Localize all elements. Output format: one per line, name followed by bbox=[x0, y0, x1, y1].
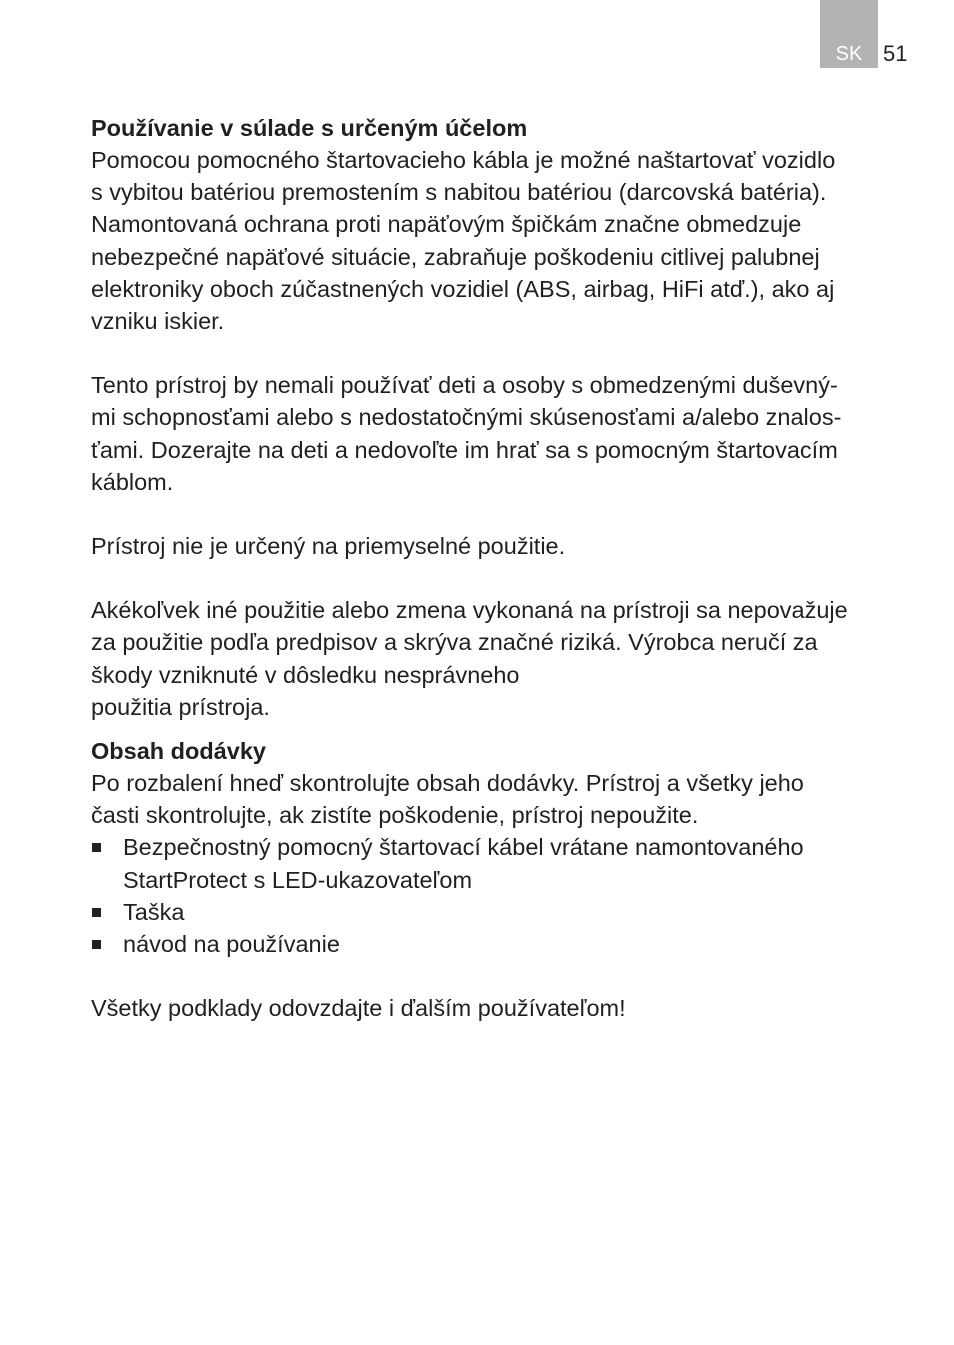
language-code: SK bbox=[835, 43, 863, 65]
text-line: s vybitou batériou premostením s nabitou batériou (darcovská batéria). bbox=[91, 179, 827, 206]
text-line: Tento prístroj by nemali používať deti a osoby s obmedzenými duševný- bbox=[91, 372, 838, 399]
text-line: mi schopnosťami alebo s nedostatočnými skúsenosťami a/alebo znalos- bbox=[91, 404, 842, 431]
text-line: Namontovaná ochrana proti napäťovým špičkám značne obmedzuje bbox=[91, 211, 802, 238]
text-line: použitia prístroja. bbox=[91, 693, 270, 720]
text-line: Taška bbox=[123, 898, 185, 925]
square-bullet-icon bbox=[92, 908, 101, 917]
text-line: Po rozbalení hneď skontrolujte obsah dodávky. Prístroj a všetky jeho bbox=[91, 770, 804, 797]
usage-heading: Používanie v súlade s určeným účelom bbox=[91, 115, 528, 141]
text-line: StartProtect s LED-ukazovateľom bbox=[123, 866, 473, 893]
closing-note: Všetky podklady odovzdajte i ďalším používateľom! bbox=[91, 995, 626, 1022]
text-line: za použitie podľa predpisov a skrýva značné riziká. Výrobca neručí za bbox=[91, 629, 818, 656]
contents-intro bbox=[91, 767, 921, 831]
text-line: elektroniky oboch zúčastnených vozidiel (ABS, airbag, HiFi atď.), ako aj bbox=[91, 275, 835, 302]
paragraph-gap bbox=[91, 960, 921, 992]
section-gap bbox=[91, 723, 921, 735]
text-line: Bezpečnostný pomocný štartovací kábel vrátane namontovaného bbox=[123, 834, 804, 861]
paragraph-gap bbox=[91, 498, 921, 530]
list-item bbox=[91, 928, 921, 960]
paragraph-gap bbox=[91, 337, 921, 369]
usage-paragraph-2 bbox=[91, 369, 921, 498]
page-number: 51 bbox=[883, 41, 908, 66]
text-line: vzniku iskier. bbox=[91, 308, 225, 335]
list-item bbox=[91, 896, 921, 928]
usage-paragraph-1 bbox=[91, 144, 921, 337]
usage-paragraph-3 bbox=[91, 530, 921, 562]
usage-paragraph-4 bbox=[91, 594, 921, 723]
square-bullet-icon bbox=[92, 940, 101, 949]
list-item bbox=[91, 831, 921, 895]
text-line: Pomocou pomocného štartovacieho kábla je možné naštartovať vozidlo bbox=[91, 147, 836, 173]
page-content bbox=[91, 112, 921, 1024]
language-tab bbox=[820, 0, 878, 68]
contents-heading: Obsah dodávky bbox=[91, 738, 266, 765]
text-line: Prístroj nie je určený na priemyselné použitie. bbox=[91, 533, 566, 560]
text-line: škody vzniknuté v dôsledku nesprávneho bbox=[91, 661, 520, 688]
contents-list bbox=[91, 831, 921, 960]
paragraph-gap bbox=[91, 562, 921, 594]
text-line: nebezpečné napäťové situácie, zabraňuje poškodeniu citlivej palubnej bbox=[91, 243, 820, 270]
square-bullet-icon bbox=[92, 843, 101, 852]
text-line: ťami. Dozerajte na deti a nedovoľte im hrať sa s pomocným štartovacím bbox=[91, 436, 838, 463]
text-line: Akékoľvek iné použitie alebo zmena vykonaná na prístroji sa nepovažuje bbox=[91, 597, 848, 624]
text-line: káblom. bbox=[91, 468, 174, 495]
text-line: časti skontrolujte, ak zistíte poškodenie, prístroj nepoužite. bbox=[91, 802, 699, 829]
text-line: návod na používanie bbox=[123, 931, 340, 958]
